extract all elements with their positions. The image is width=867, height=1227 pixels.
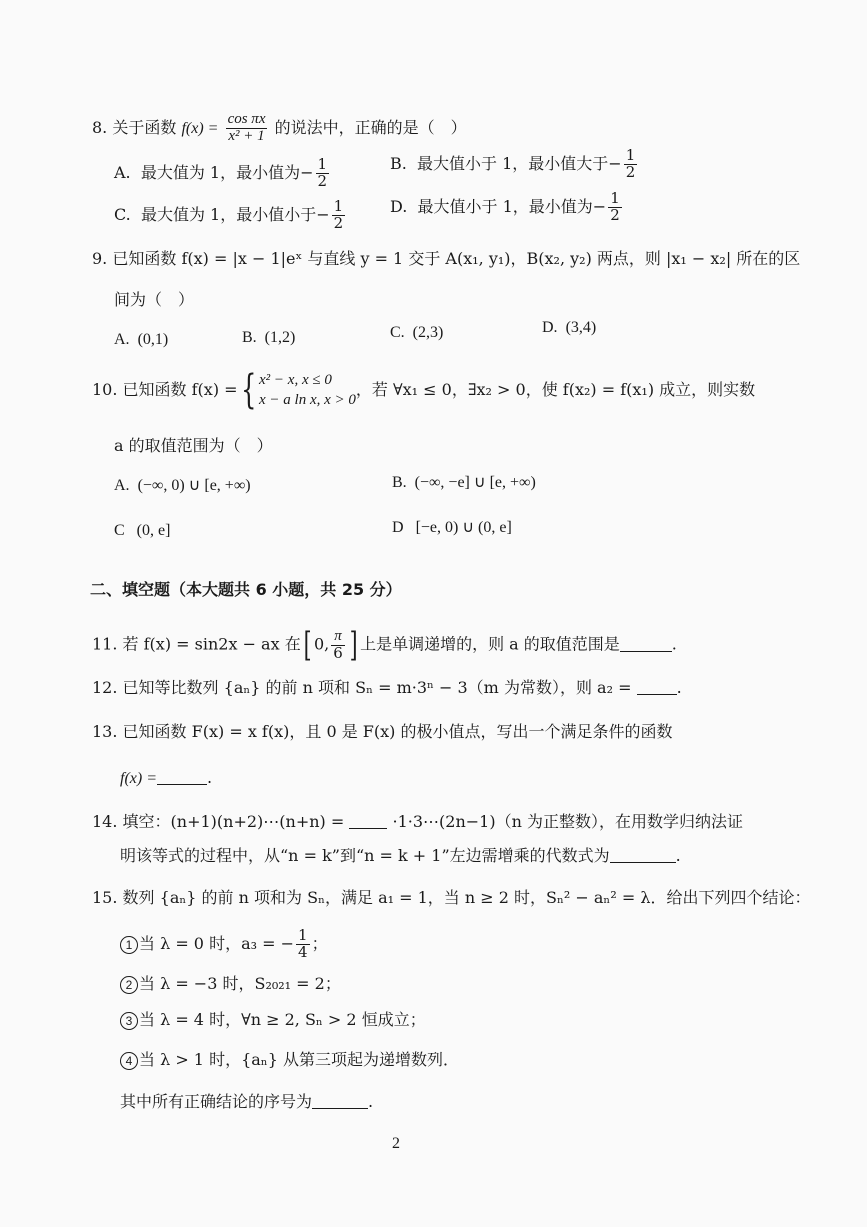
circled-number-icon: 3 — [120, 1012, 138, 1030]
q11-stem: 11. 若 f(x) = sin2x − ax 在[ 0, $\frac{\pi}{6}$ ] 上是单调递增的，则 a 的取值范围是 . — [92, 625, 677, 665]
q13-stem: 13. 已知函数 F(x) = x f(x)，且 0 是 F(x) 的极小值点，写出一个满足条件的函数 — [92, 722, 673, 741]
q14-answer-blank[interactable] — [610, 848, 676, 863]
q8-stem-after: 的说法中，正确的是（ ） — [274, 117, 467, 137]
section-2-title: 二、填空题（本大题共 6 小题，共 25 分） — [90, 580, 402, 599]
q8-number: 8. — [92, 117, 108, 137]
q15-item-2: 2 当 λ = −3 时，S₂₀₂₁ = 2； — [120, 974, 341, 994]
q9-line2: 间为（ ） — [114, 290, 195, 309]
q8-option-d: D. 最大值小于 1，最小值为− $\frac{1}{2}$ — [390, 189, 620, 224]
q14-line2: 明该等式的过程中，从“n = k”到“n = k + 1”左边需增乘的代数式为 . — [120, 846, 681, 865]
q8-option-c: C. 最大值为 1，最小值小于− $\frac{1}{2}$ — [114, 197, 344, 232]
q10-option-c: C (0, e] — [114, 522, 171, 539]
q8-func: f(x) = — [181, 119, 219, 137]
q14-blank-1[interactable] — [349, 814, 387, 829]
q8-option-b: B. 最大值小于 1，最小值大于− $\frac{1}{2}$ — [390, 146, 636, 181]
q14-stem: 14. 填空：(n+1)(n+2)⋯(n+n) = ·1·3⋯(2n−1)（n 为正整数），在用数学归纳法证 — [92, 812, 743, 831]
q9-option-b: B. (1,2) — [242, 329, 296, 346]
q15-answer-blank[interactable] — [312, 1094, 368, 1109]
q13-answer-blank[interactable] — [157, 770, 207, 785]
q15-item-1: 1 当 λ = 0 时，a₃ = − $\frac{1}{4}$ ； — [120, 928, 328, 961]
circled-number-icon: 1 — [120, 936, 138, 954]
q8-stem-before: 关于函数 — [112, 117, 177, 137]
q8-option-a: A. 最大值为 1，最小值为− $\frac{1}{2}$ — [114, 155, 328, 190]
q9-line1: 已知函数 f(x) = |x − 1|eˣ 与直线 y = 1 交于 A(x₁, y₁)，B(x₂, y₂) 两点，则 |x₁ − x₂| 所在的区 — [112, 249, 801, 268]
q10-line2: a 的取值范围为（ ） — [114, 436, 273, 455]
q15-stem: 15. 数列 {aₙ} 的前 n 项和为 Sₙ，满足 a₁ = 1，当 n ≥ 2 时，Sₙ² − aₙ² = λ．给出下列四个结论： — [92, 888, 811, 907]
q9-option-d: D. (3,4) — [542, 319, 597, 336]
q15-item-3: 3 当 λ = 4 时，∀n ≥ 2, Sₙ > 2 恒成立； — [120, 1010, 426, 1030]
circled-number-icon: 2 — [120, 976, 138, 994]
q10-option-b: B. (−∞, −e] ∪ [e, +∞) — [392, 474, 536, 491]
q13-line2: f(x) = . — [120, 768, 213, 787]
q8-fraction: $\frac{\text{cos πx}}{\text{x² + 1}}$ — [227, 111, 266, 144]
q9-option-a: A. (0,1) — [114, 331, 169, 348]
q10-piecewise: x² − x, x ≤ 0 x − a ln x, x > 0 — [259, 372, 356, 409]
q9-option-c: C. (2,3) — [390, 324, 444, 341]
q10-option-a: A. (−∞, 0) ∪ [e, +∞) — [114, 477, 251, 494]
q11-answer-blank[interactable] — [620, 637, 672, 652]
q10-option-d: D [−e, 0) ∪ (0, e] — [392, 519, 512, 536]
q12-answer-blank[interactable] — [637, 680, 677, 695]
circled-number-icon: 4 — [120, 1052, 138, 1070]
q15-final: 其中所有正确结论的序号为 . — [120, 1092, 374, 1111]
q8-stem — [92, 112, 467, 145]
q9-stem: 9. 已知函数 f(x) = |x − 1|eˣ 与直线 y = 1 交于 A(x₁, y₁)，B(x₂, y₂) 两点，则 |x₁ − x₂| 所在的区 — [92, 249, 801, 268]
q10-stem: 10. 已知函数 f(x) ={ x² − x, x ≤ 0 x − a ln x, x > 0，若 ∀x₁ ≤ 0，∃x₂ > 0，使 f(x₂) = f(x₁) 成立，则实数 — [92, 367, 756, 414]
q12-stem: 12. 已知等比数列 {aₙ} 的前 n 项和 Sₙ = m·3ⁿ − 3（m 为常数），则 a₂ = . — [92, 678, 682, 697]
page-number: 2 — [392, 1135, 400, 1152]
q15-item-4: 4 当 λ > 1 时，{aₙ} 从第三项起为递增数列． — [120, 1050, 459, 1070]
